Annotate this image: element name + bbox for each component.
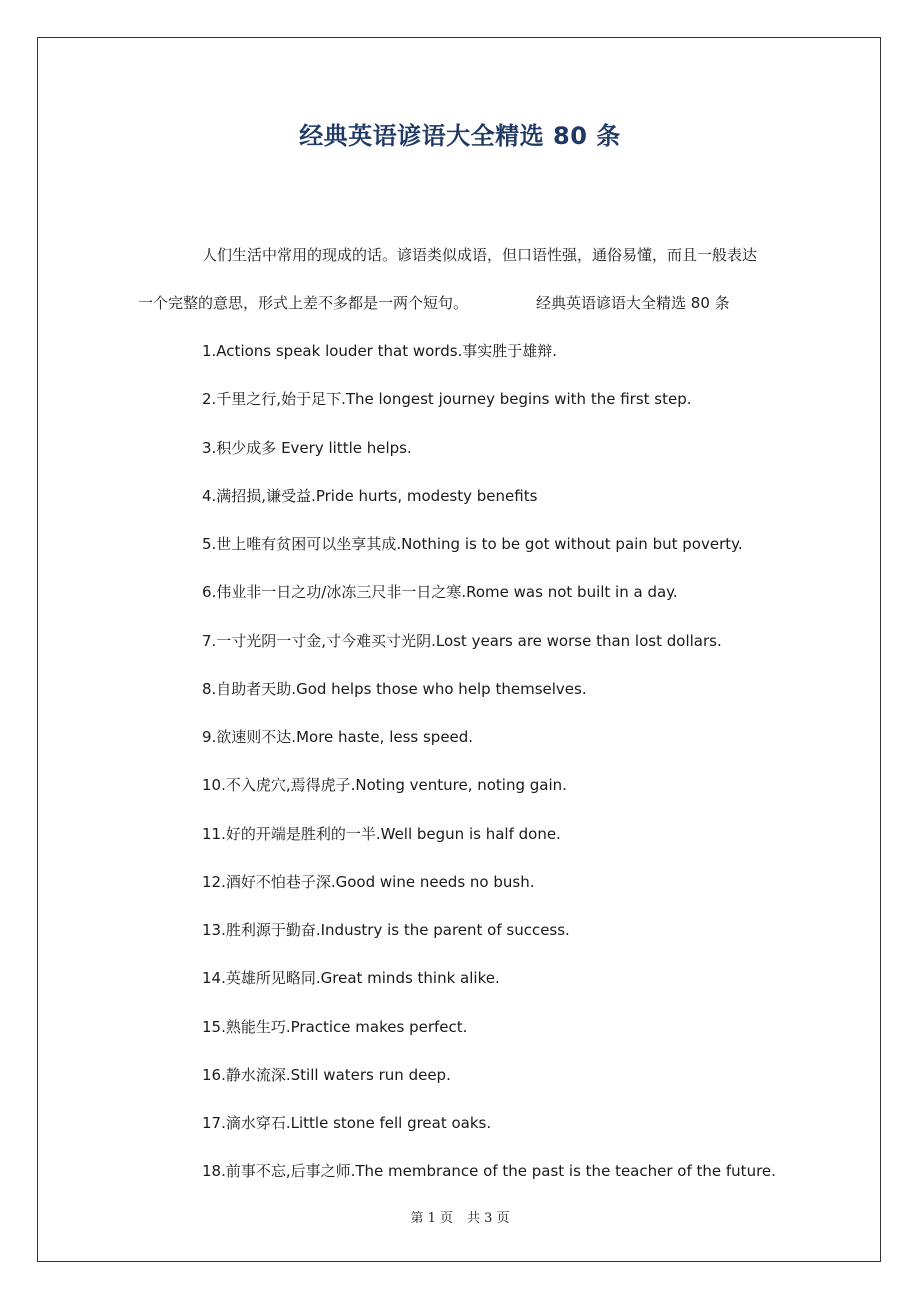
proverb-item: 6.伟业非一日之功/冰冻三尺非一日之寒.Rome was not built in a day. <box>202 583 678 602</box>
proverb-item: 10.不入虎穴,焉得虎子.Noting venture, noting gain. <box>202 776 567 795</box>
page-number: 第 1 页 <box>410 1211 453 1226</box>
proverb-item: 1.Actions speak louder that words.事实胜于雄辩. <box>202 342 558 360</box>
intro-paragraph-line-2 <box>138 293 730 313</box>
intro-text: 一个完整的意思，形式上差不多都是一两个短句。 <box>138 294 469 312</box>
document-title: 经典英语谚语大全精选 80 条 <box>299 122 621 150</box>
proverb-item: 13.胜利源于勤奋.Industry is the parent of success. <box>202 921 570 939</box>
proverb-item: 7.一寸光阴一寸金,寸今难买寸光阴.Lost years are worse than lost dollars. <box>202 631 722 650</box>
proverb-item: 14.英雄所见略同.Great minds think alike. <box>202 969 500 988</box>
proverb-item: 15.熟能生巧.Practice makes perfect. <box>202 1017 468 1036</box>
intro-paragraph-line-1: 人们生活中常用的现成的话。谚语类似成语，但口语性强，通俗易懂，而且一般表达 <box>202 246 758 264</box>
page-total: 共 3 页 <box>467 1211 510 1226</box>
page-footer <box>0 1207 920 1226</box>
proverb-item: 12.酒好不怕巷子深.Good wine needs no bush. <box>202 872 535 891</box>
proverb-item: 2.千里之行,始于足下.The longest journey begins with the first step. <box>202 390 692 409</box>
proverb-item: 9.欲速则不达.More haste, less speed. <box>202 728 474 746</box>
proverb-item: 11.好的开端是胜利的一半.Well begun is half done. <box>202 824 561 843</box>
proverb-list <box>202 341 776 1210</box>
proverb-item: 16.静水流深.Still waters run deep. <box>202 1065 451 1084</box>
proverb-item: 8.自助者天助.God helps those who help themselves. <box>202 679 587 698</box>
proverb-item: 3.积少成多 Every little helps. <box>202 438 412 457</box>
proverb-item: 4.满招损,谦受益.Pride hurts, modesty benefits <box>202 486 538 505</box>
intro-subtitle: 经典英语谚语大全精选 80 条 <box>536 294 730 312</box>
proverb-item: 17.滴水穿石.Little stone fell great oaks. <box>202 1114 492 1132</box>
proverb-item: 5.世上唯有贫困可以坐享其成.Nothing is to be got without pain but poverty. <box>202 535 743 553</box>
proverb-item: 18.前事不忘,后事之师.The membrance of the past is the teacher of the future. <box>202 1162 776 1181</box>
